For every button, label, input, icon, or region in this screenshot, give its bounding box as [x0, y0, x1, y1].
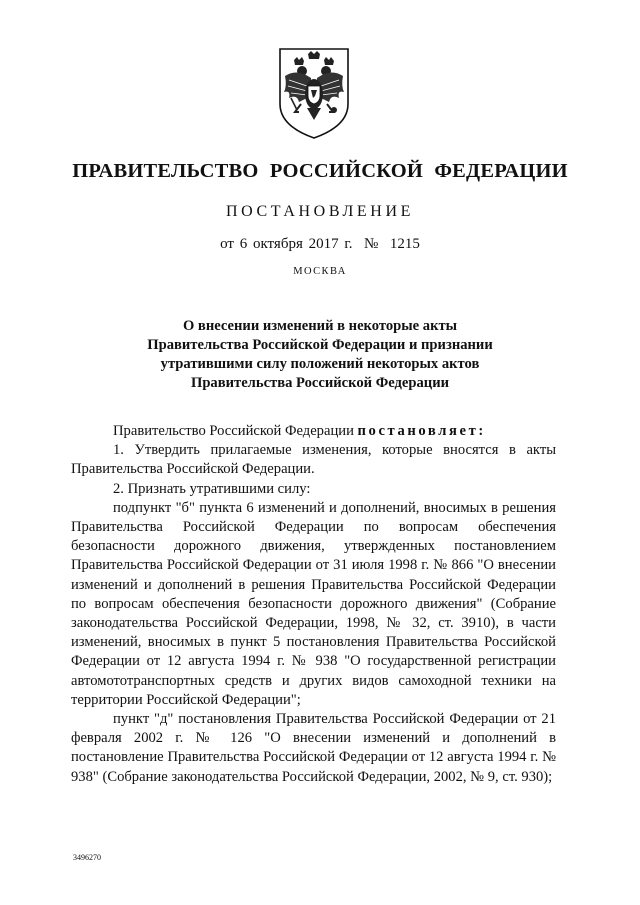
- paragraph-1: 1. Утвердить прилагаемые изменения, которые вносятся в акты Правительства Российской Федерации.: [71, 442, 556, 478]
- subject-line: О внесении изменений в некоторые акты: [182, 318, 458, 334]
- document-date-number: от 6 октября 2017 г. № 1215: [220, 236, 420, 252]
- paragraph-2: 2. Признать утратившими силу:: [113, 480, 311, 497]
- document-code: 3496270: [73, 853, 101, 862]
- subject-line: Правительства Российской Федерации и признании: [147, 337, 493, 353]
- subject-line: Правительства Российской Федерации: [190, 375, 450, 391]
- subject-line: утратившими силу положений некоторых актов: [160, 356, 480, 372]
- government-title: ПРАВИТЕЛЬСТВО РОССИЙСКОЙ ФЕДЕРАЦИИ: [72, 160, 568, 182]
- intro-text: Правительство Российской Федерации: [113, 423, 358, 439]
- russian-coat-of-arms-icon: [277, 46, 351, 140]
- document-subject: [100, 317, 540, 393]
- paragraph-4: пункт "д" постановления Правительства Российской Федерации от 21 февраля 2002 г. № 126 "О внесении изменений и дополнений в постановление Правительства Российской Федерации от 12 августа 1994 г. № 938" (Собрание законодательства Российской Федерации, 2002, № 9, ст. 930);: [71, 711, 556, 785]
- document-type: ПОСТАНОВЛЕНИЕ: [226, 203, 414, 220]
- document-body: [71, 422, 556, 787]
- document-city: МОСКВА: [293, 266, 347, 277]
- intro-paragraph: [71, 422, 556, 441]
- decree-word: постановляет:: [357, 423, 486, 439]
- paragraph-3: подпункт "б" пункта 6 изменений и дополнений, вносимых в решения Правительства Российской Федерации по вопросам обеспечения безопасности дорожного движения, утвержденных постановлением Правительства Российской Федерации от 31 июля 1998 г. № 866 "О внесении изменений и дополнений в решения Правительства Российской Федерации по вопросам обеспечения безопасности дорожного движения" (Собрание законодательства Российской Федерации, 1998, № 32, ст. 3910), в части изменений, вносимых в пункт 5 постановления Правительства Российской Федерации от 12 августа 1994 г. № 938 "О государственной регистрации автомототранспортных средств и других видов самоходной техники на территории Российской Федерации";: [71, 499, 556, 708]
